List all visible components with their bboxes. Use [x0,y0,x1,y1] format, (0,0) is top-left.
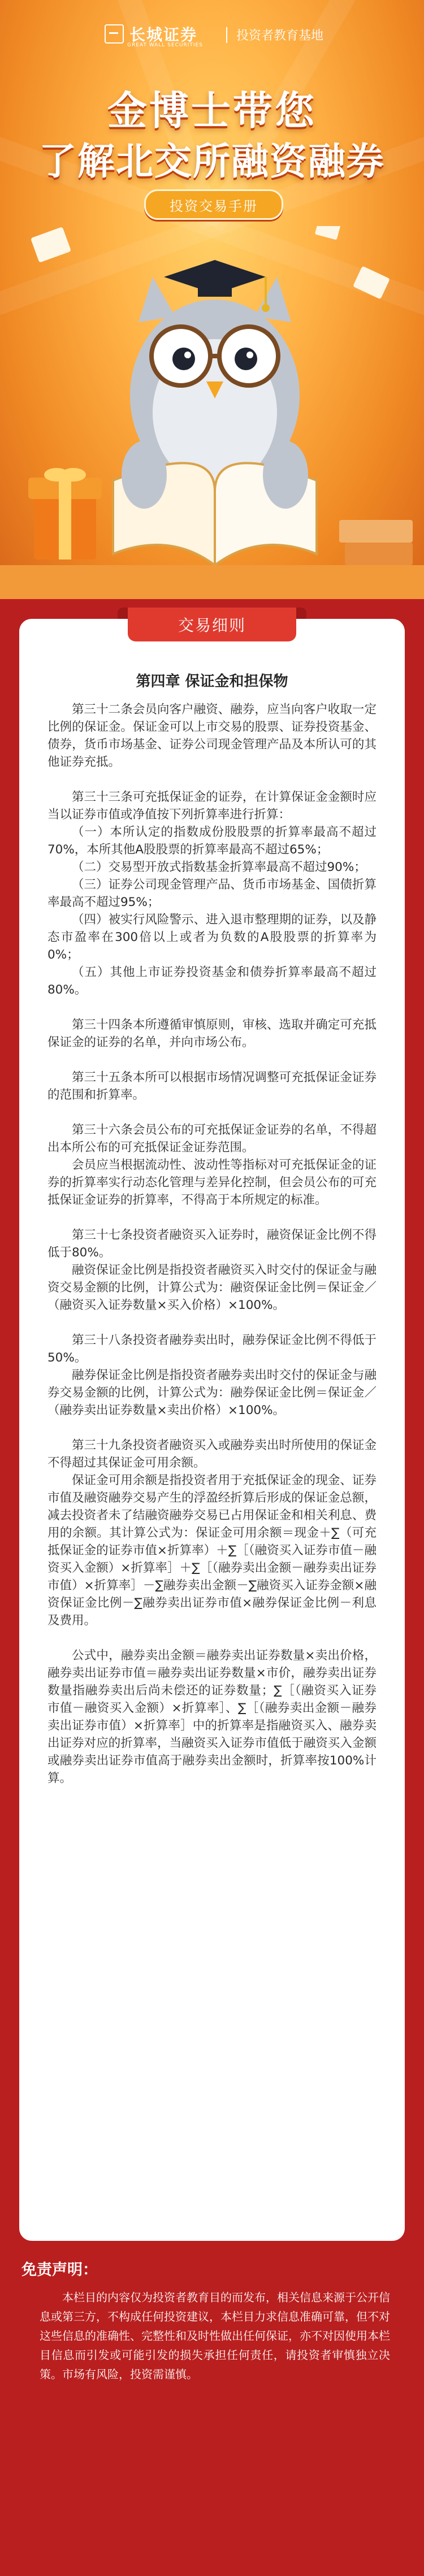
hero-title-line1: 金博士带您 [107,88,317,134]
logo-subtitle: GREAT WALL SECURITIES [127,42,203,48]
logo-icon [105,24,124,44]
hero-banner [0,0,424,599]
top-bar [0,17,424,51]
paragraph: 第三十四条本所遵循审慎原则，审核、选取并确定可充抵保证金的证券的名单，并向市场公布。 [47,1018,377,1050]
site-label: 投资者教育基地 [236,29,324,43]
paragraph: 第三十五条本所可以根据市场情况调整可充抵保证金证券的范围和折算率。 [47,1070,377,1102]
section-tab: 交易细则 [128,608,296,641]
brand-logo [105,23,197,45]
paragraph: （五）其他上市证券投资基金和债券折算率最高不超过80%。 [47,965,377,997]
paragraph: 第三十九条投资者融资买入或融券卖出时所使用的保证金不得超过其保证金可用余额。 [47,1438,377,1470]
hero-title-line2: 了解北交所融资融券 [39,140,385,183]
header-divider [226,27,227,43]
paragraph: 会员应当根据流动性、波动性等指标对可充抵保证金的证券的折算率实行动态化管理与差异化控制，但会员公布的可充抵保证金证券的折算率，不得高于本所规定的标准。 [47,1158,377,1207]
paragraph: 第三十二条会员向客户融资、融券，应当向客户收取一定比例的保证金。保证金可以上市交易的股票、证券投资基金、债券，货币市场基金、证券公司现金管理产品及本所认可的其他证券充抵。 [47,702,377,769]
owl-illustration-icon [0,226,424,599]
paragraph: 公式中，融券卖出金额＝融券卖出证券数量×卖出价格，融券卖出证券市值＝融券卖出证券数量×市价，融券卖出证券数量指融券卖出后尚未偿还的证券数量；∑［（融资买入证券市值－融资买入金额）×折算率］、∑［（融券卖出金额－融券卖出证券市值）×折算率］中的折算率是指融资买入、融券卖出证券对应的折算率，当融资买入证券市值低于融资买入金额或融券卖出证券市值高于融券卖出金额时，折算率按100%计算。 [47,1649,377,1785]
paragraph: （二）交易型开放式指数基金折算率最高不超过90%； [72,860,366,874]
paragraph: （四）被实行风险警示、进入退市整理期的证券，以及静态市盈率在300倍以上或者为负数的A股股票的折算率为0%； [47,913,377,962]
chapter-title: 第四章 保证金和担保物 [136,673,288,690]
paragraph: （三）证券公司现金管理产品、货币市场基金、国债折算率最高不超过95%； [47,878,377,909]
paragraph: 第三十六条会员公布的可充抵保证金证券的名单，不得超出本所公布的可充抵保证金证券范围。 [47,1123,377,1155]
disclaimer-title: 免责声明： [21,2261,98,2279]
disclaimer-text: 本栏目的内容仅为投资者教育目的而发布，相关信息来源于公开信息或第三方，不构成任何投资建议，本栏目力求信息准确可靠，但不对这些信息的准确性、完整性和及时性做出任何保证，亦不对因使用本栏目信息而引发或可能引发的损失承担任何责任，请投资者审慎独立决策。市场有风险，投资需谨慎。 [40,2291,390,2381]
paragraph: （一）本所认定的指数成份股股票的折算率最高不超过70%，本所其他A股股票的折算率最高不超过65%； [47,825,377,857]
paragraph: 保证金可用余额是指投资者用于充抵保证金的现金、证券市值及融资融券交易产生的浮盈经折算后形成的保证金总额，减去投资者未了结融资融券交易已占用保证金和相关利息、费用的余额。其计算公式为：保证金可用余额＝现金＋∑（可充抵保证金的证券市值×折算率）＋∑［（融资买入证券市值－融资买入金额）×折算率］＋∑［（融券卖出金额－融券卖出证券市值）×折算率］－∑融券卖出金额－∑融资买入证券金额×融资保证金比例－∑融券卖出证券市值×融券保证金比例－利息及费用。 [47,1473,377,1628]
paragraph: 融券保证金比例是指投资者融券卖出时交付的保证金与融券交易金额的比例，计算公式为：融券保证金比例＝保证金／（融券卖出证券数量×卖出价格）×100%。 [47,1368,377,1417]
paragraph: 融资保证金比例是指投资者融资买入时交付的保证金与融资交易金额的比例，计算公式为：融资保证金比例＝保证金／（融资买入证券数量×买入价格）×100%。 [47,1263,377,1312]
paragraph: 第三十三条可充抵保证金的证券，在计算保证金金额时应当以证券市值或净值按下列折算率进行折算： [47,790,377,822]
paragraph: 第三十八条投资者融券卖出时，融券保证金比例不得低于50%。 [47,1333,377,1365]
logo-text: 长城证券 [129,25,198,44]
article-body [47,701,377,1805]
paragraph: 第三十七条投资者融资买入证券时，融资保证金比例不得低于80%。 [47,1228,377,1260]
hero-badge: 投资交易手册 [144,189,283,220]
